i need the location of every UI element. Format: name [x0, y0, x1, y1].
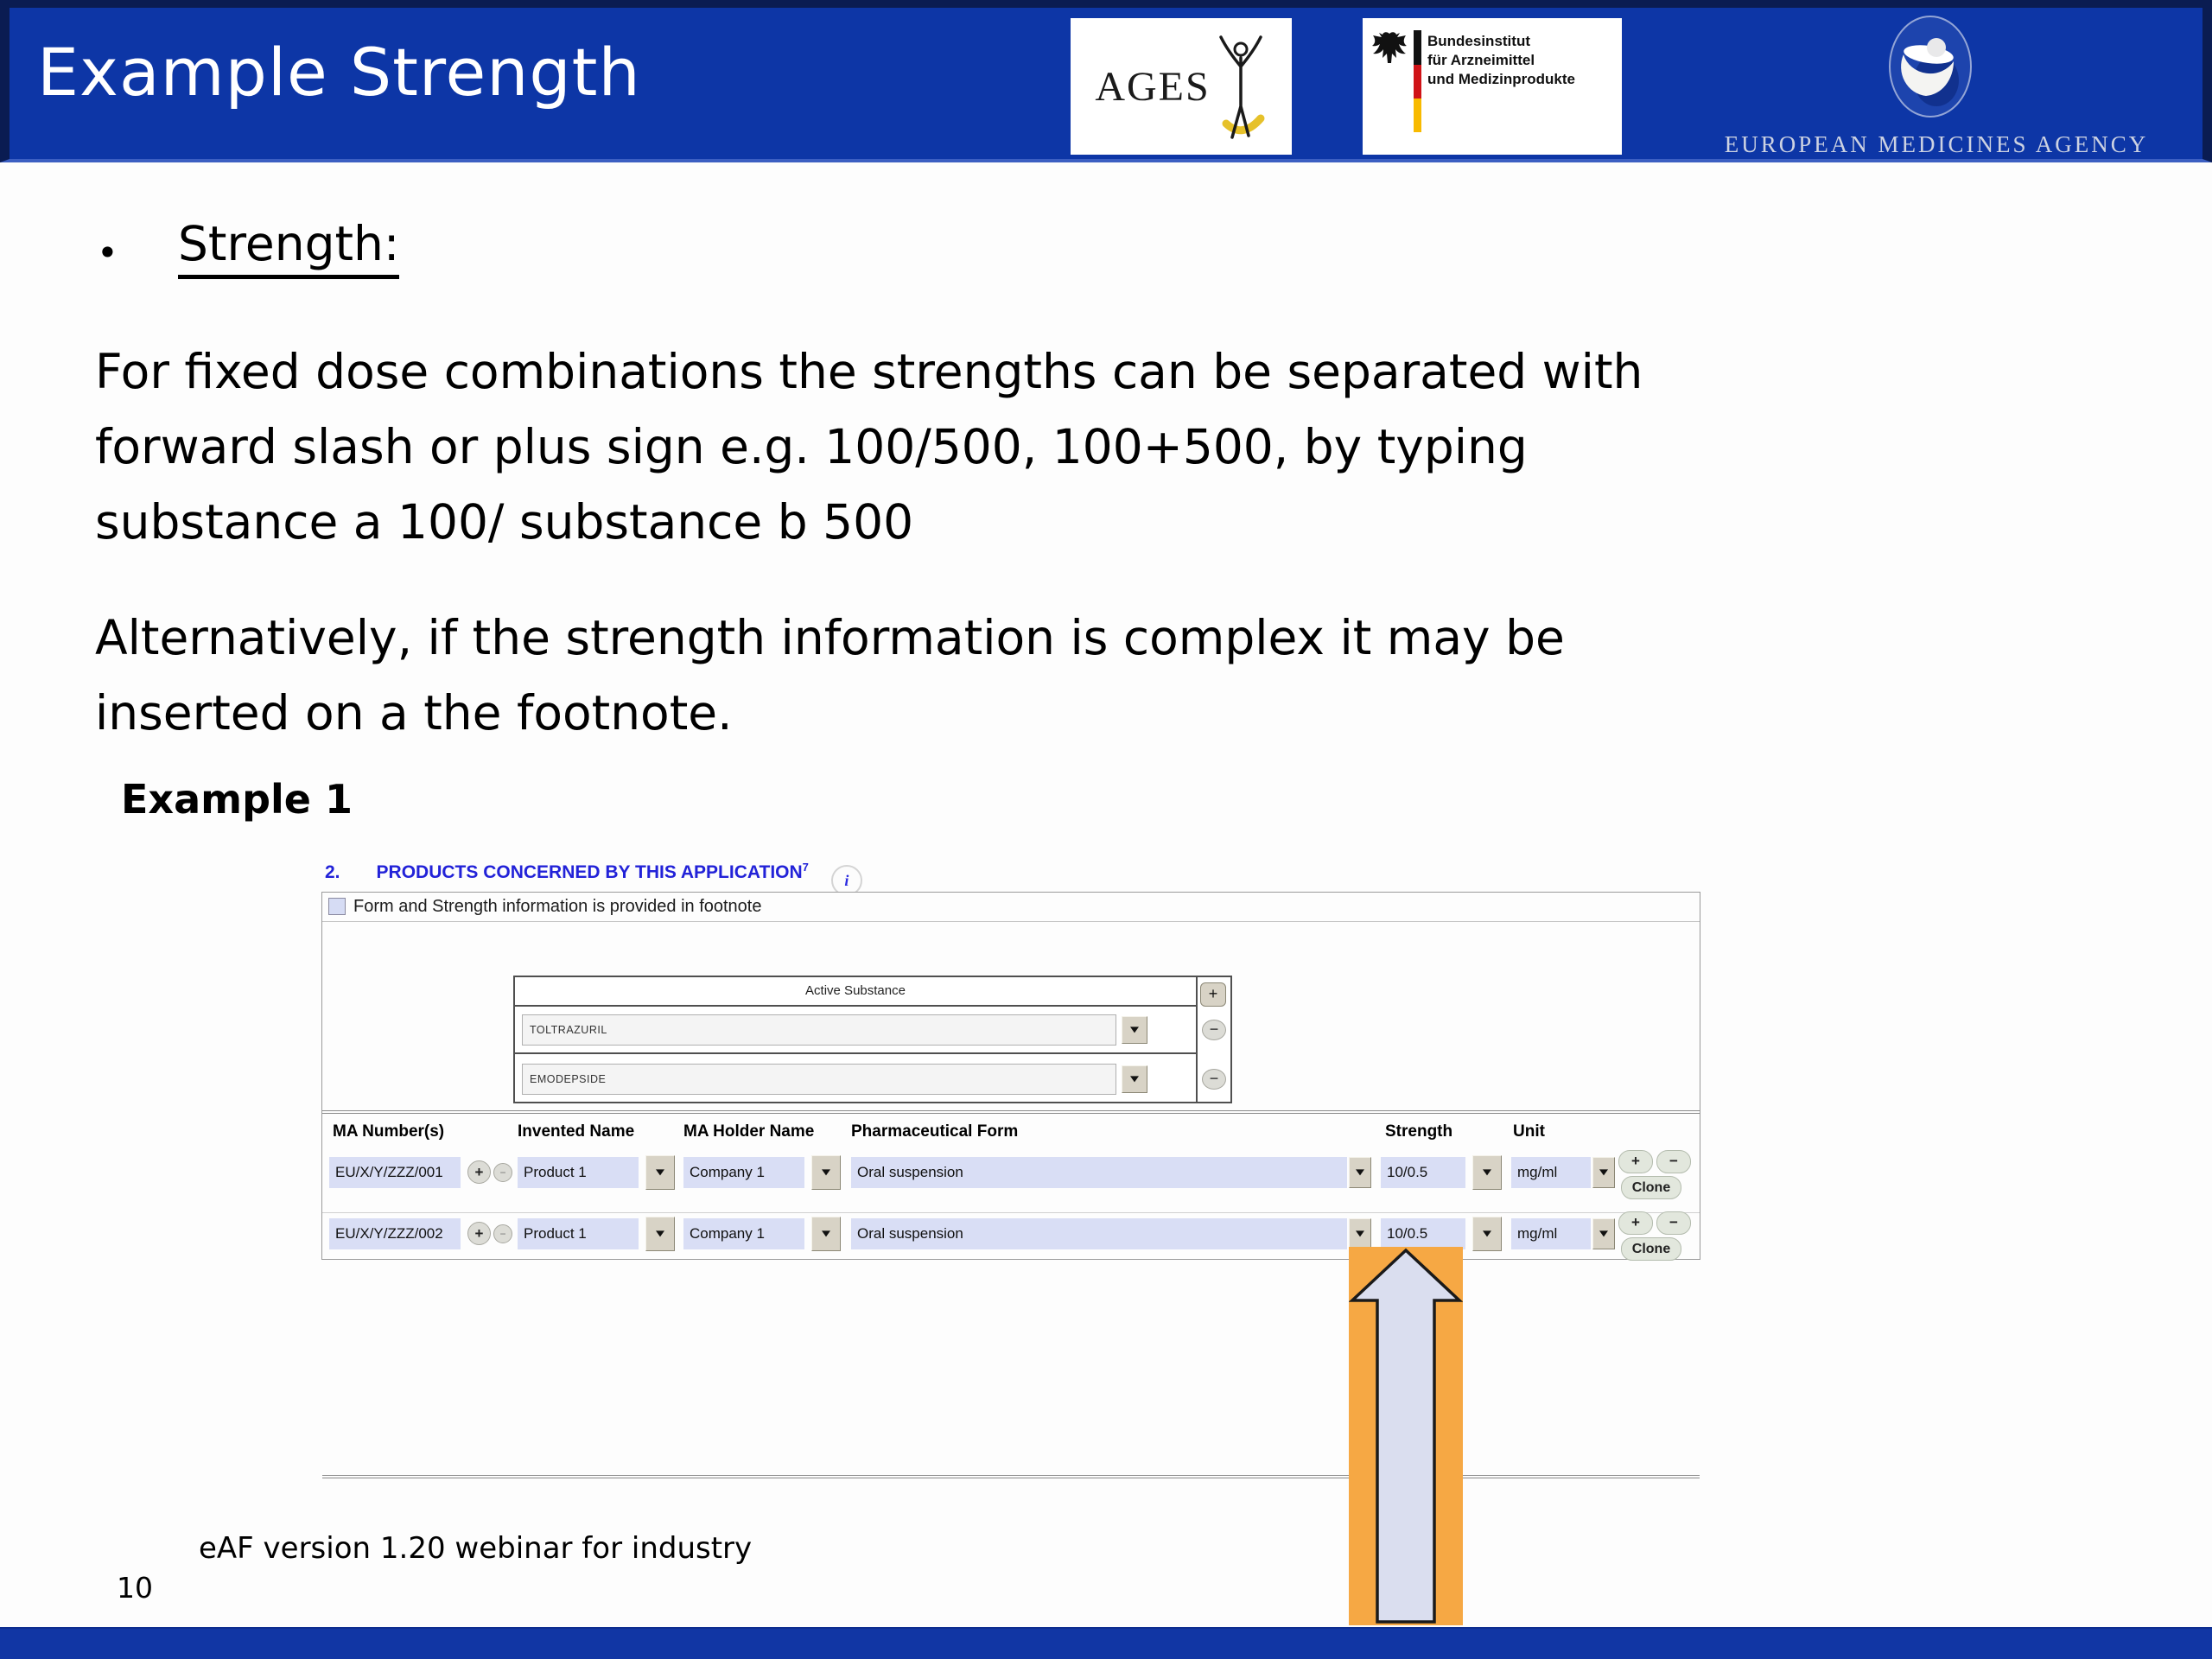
table-row [322, 1152, 1700, 1209]
ema-logo-text: EUROPEAN MEDICINES AGENCY [1724, 131, 2149, 157]
add-ma-number-button[interactable]: + [467, 1222, 491, 1245]
chevron-down-icon[interactable] [1472, 1155, 1502, 1190]
footnote-checkbox[interactable] [328, 898, 346, 915]
page-title: Example Strength [37, 34, 641, 111]
ages-logo [1071, 18, 1292, 155]
bfarm-logo [1363, 18, 1622, 155]
bfarm-eagle-icon [1371, 30, 1408, 65]
section-title: PRODUCTS CONCERNED BY THIS APPLICATION$^7$ [376, 861, 809, 882]
bullet-glyph: • [97, 232, 118, 274]
footnote-checkbox-label: Form and Strength information is provided in footnote [353, 897, 762, 916]
highlight-arrow [1349, 1247, 1463, 1625]
col-header-ma-holder: MA Holder Name [683, 1122, 815, 1141]
eaf-form-screenshot [321, 861, 1704, 1267]
ages-logo-text: AGES [1095, 63, 1211, 110]
bottom-bar [0, 1627, 2212, 1659]
footer-text: eAF version 1.20 webinar for industry [199, 1531, 753, 1566]
active-substance-header: Active Substance [515, 977, 1196, 1007]
paragraph2-line2: inserted on a the footnote. [95, 685, 733, 741]
bfarm-logo-text: Bundesinstitut für Arzneimittel und Medizinprodukte [1427, 33, 1575, 87]
paragraph1-line1: For fixed dose combinations the strengths can be separated with [95, 344, 1643, 399]
active-substance-main [515, 977, 1198, 1102]
remove-row-button[interactable]: − [1656, 1211, 1691, 1235]
section-footnote-marker: 7 [802, 861, 809, 874]
chevron-down-icon[interactable] [1349, 1157, 1371, 1188]
products-panel [321, 892, 1700, 1260]
table-bottom-border [322, 1475, 1700, 1484]
active-substance-row [515, 1056, 1196, 1103]
add-row-button[interactable]: + [1618, 1150, 1653, 1173]
chevron-down-icon[interactable] [1592, 1157, 1615, 1188]
col-header-strength: Strength [1385, 1122, 1453, 1141]
chevron-down-icon[interactable] [811, 1217, 841, 1251]
unit-field[interactable]: mg/ml [1511, 1157, 1591, 1188]
ma-number-field[interactable]: EU/X/Y/ZZZ/002 [329, 1218, 461, 1249]
clone-button[interactable]: Clone [1621, 1237, 1681, 1261]
ema-mortar-icon [1883, 13, 1978, 124]
add-row-button[interactable]: + [1618, 1211, 1653, 1235]
pharmaceutical-form-field[interactable]: Oral suspension [851, 1218, 1347, 1249]
chevron-down-icon[interactable] [1349, 1218, 1371, 1249]
strength-field[interactable]: 10/0.5 [1381, 1218, 1465, 1249]
ema-logo [1677, 8, 2196, 170]
section-number: 2. [325, 862, 340, 882]
clone-button[interactable]: Clone [1621, 1176, 1681, 1199]
footnote-checkbox-row [322, 893, 1700, 922]
bullet-strength-label: Strength: [178, 216, 399, 279]
remove-substance-button[interactable]: − [1202, 1069, 1226, 1090]
example-heading: Example 1 [121, 776, 353, 823]
active-substance-row [515, 1007, 1196, 1054]
up-arrow-icon [1349, 1247, 1463, 1625]
col-header-unit: Unit [1513, 1122, 1545, 1141]
header-band [0, 0, 2212, 162]
unit-field[interactable]: mg/ml [1511, 1218, 1591, 1249]
chevron-down-icon[interactable] [811, 1155, 841, 1190]
ma-number-field[interactable]: EU/X/Y/ZZZ/001 [329, 1157, 461, 1188]
add-substance-button[interactable]: + [1200, 982, 1226, 1007]
chevron-down-icon[interactable] [645, 1217, 675, 1251]
substance-field[interactable]: TOLTRAZURIL [522, 1014, 1116, 1046]
paragraph1-line2: forward slash or plus sign e.g. 100/500, 100+500, by typing [95, 419, 1528, 474]
add-ma-number-button[interactable]: + [467, 1160, 491, 1184]
ma-holder-field[interactable]: Company 1 [683, 1157, 804, 1188]
bfarm-tricolor-bar [1414, 30, 1421, 132]
col-header-invented-name: Invented Name [518, 1122, 635, 1141]
info-icon[interactable]: i [831, 865, 862, 896]
chevron-down-icon[interactable] [1122, 1016, 1147, 1044]
ma-holder-field[interactable]: Company 1 [683, 1218, 804, 1249]
col-header-pharmaceutical-form: Pharmaceutical Form [851, 1122, 1019, 1141]
chevron-down-icon[interactable] [1122, 1065, 1147, 1093]
invented-name-field[interactable]: Product 1 [518, 1157, 639, 1188]
substance-field[interactable]: EMODEPSIDE [522, 1064, 1116, 1095]
strength-field[interactable]: 10/0.5 [1381, 1157, 1465, 1188]
chevron-down-icon[interactable] [645, 1155, 675, 1190]
table-row [322, 1212, 1700, 1270]
invented-name-field[interactable]: Product 1 [518, 1218, 639, 1249]
remove-row-button[interactable]: − [1656, 1150, 1691, 1173]
col-header-ma-number: MA Number(s) [333, 1122, 445, 1141]
active-substance-side-column [1196, 977, 1230, 1102]
page-number: 10 [117, 1571, 153, 1605]
chevron-down-icon[interactable] [1592, 1218, 1615, 1249]
section-header [325, 861, 862, 888]
chevron-down-icon[interactable] [1472, 1217, 1502, 1251]
pharmaceutical-form-field[interactable]: Oral suspension [851, 1157, 1347, 1188]
remove-ma-number-button[interactable]: − [493, 1224, 512, 1243]
remove-substance-button[interactable]: − [1202, 1020, 1226, 1040]
products-table [322, 1110, 1700, 1259]
ages-figure-icon [1214, 32, 1268, 141]
active-substance-box [513, 976, 1232, 1103]
paragraph2-line1: Alternatively, if the strength information is complex it may be [95, 610, 1565, 665]
remove-ma-number-button[interactable]: − [493, 1163, 512, 1182]
paragraph1-line3: substance a 100/ substance b 500 [95, 494, 914, 550]
